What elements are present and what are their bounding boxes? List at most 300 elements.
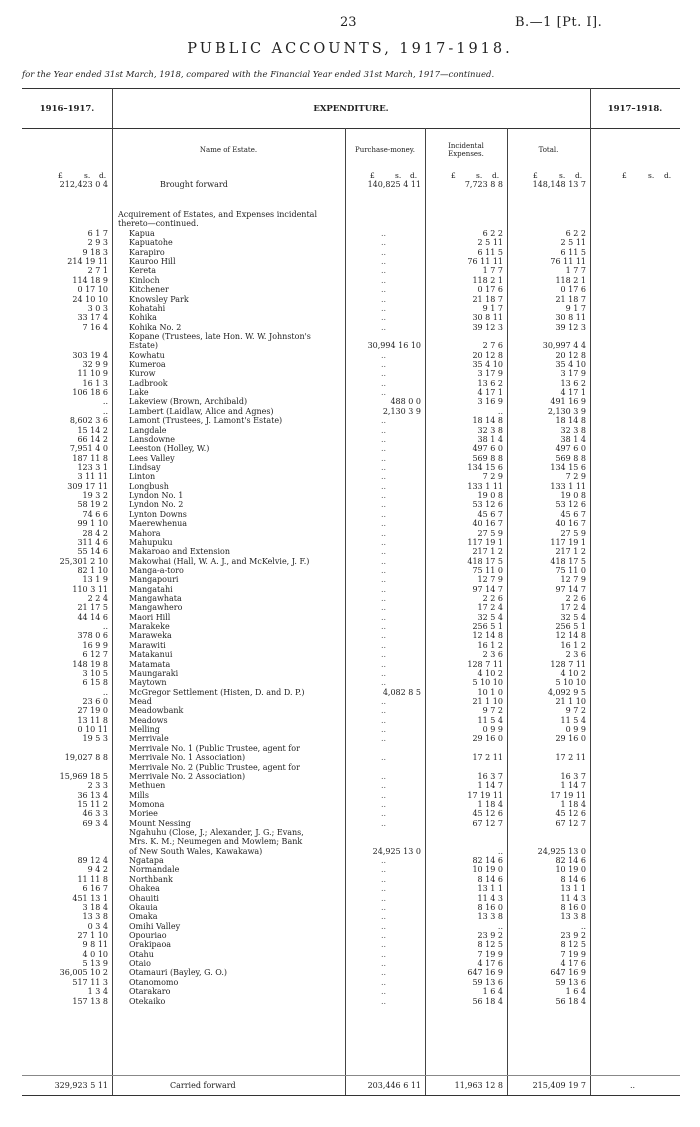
incidental-amount: 217 1 2 [472, 547, 503, 557]
prev-amount: 6 15 8 [82, 678, 108, 688]
prev-amount: 23 6 0 [82, 697, 108, 706]
incidental-amount: 16 1 2 [477, 640, 503, 650]
table-row [0, 313, 700, 322]
estate-name: Lyndon No. 2 [129, 500, 184, 510]
incidental-amount: 19 0 8 [477, 491, 503, 501]
incidental-amount: 0 17 6 [477, 285, 503, 295]
estate-name: Orakipaoa [129, 940, 172, 950]
total-amount: 59 13 6 [555, 977, 586, 987]
total-amount: 82 14 6 [555, 856, 586, 866]
table-row [0, 931, 700, 940]
leader-dots: .. [381, 294, 387, 304]
table-row [0, 529, 700, 538]
unit-pence: d. [664, 171, 672, 180]
table-row [0, 997, 700, 1006]
estate-name: Normandale [129, 865, 180, 875]
table-row [0, 706, 700, 715]
estate-name: Lindsay [129, 463, 161, 472]
prev-amount: 27 1 10 [77, 931, 108, 940]
table-row [0, 557, 700, 566]
table-row [0, 809, 700, 818]
table-top-rule [22, 88, 680, 89]
table-row [0, 304, 700, 313]
total-amount: .. [580, 921, 586, 931]
leader-dots: .. [381, 771, 387, 781]
estate-name: Ngatapa [129, 856, 164, 866]
incidental-amount: 6 11 5 [477, 247, 503, 257]
incidental-amount: .. [497, 921, 503, 931]
estate-name: Merrivale No. 2 (Public Trustee, agent for [129, 762, 300, 772]
unit-pence: d. [99, 171, 107, 180]
leader-dots: .. [381, 584, 387, 594]
table-row [0, 978, 700, 987]
leader-dots: .. [381, 350, 387, 360]
prev-amount: 329,923 5 11 [54, 1081, 108, 1090]
incidental-amount: 134 15 6 [467, 463, 503, 472]
page-title: PUBLIC ACCOUNTS, 1917-1918. [187, 41, 513, 57]
leader-dots: .. [381, 893, 387, 903]
prev-amount: .. [102, 406, 108, 416]
table-row [0, 716, 700, 725]
incidental-amount: 1 14 7 [477, 781, 503, 791]
estate-name: of New South Wales, Kawakawa) [129, 846, 263, 856]
table-row [0, 669, 700, 678]
estate-name: Ladbrook [129, 378, 168, 388]
prev-amount: 9 8 11 [82, 940, 108, 950]
prev-amount: 106 18 6 [72, 388, 108, 398]
estate-name: Lakeview (Brown, Archibald) [129, 397, 248, 407]
incidental-amount: 11,963 12 8 [454, 1081, 503, 1090]
purchase-amount: 203,446 6 11 [367, 1081, 421, 1090]
incidental-amount: 17 19 11 [467, 790, 503, 800]
incidental-amount: 497 6 0 [472, 444, 503, 454]
leader-dots: .. [381, 416, 387, 426]
estate-name: Lynton Downs [129, 509, 187, 519]
incidental-amount: 45 6 7 [477, 509, 503, 519]
prev-amount: 33 17 4 [77, 313, 108, 323]
total-amount: 27 5 9 [560, 528, 586, 538]
table-row [0, 940, 700, 949]
incidental-amount: 8 16 0 [477, 902, 503, 912]
leader-dots: .. [381, 790, 387, 800]
prev-amount: .. [102, 622, 108, 632]
prev-amount: 15,969 18 5 [59, 771, 108, 781]
incidental-amount: 76 11 11 [467, 257, 503, 267]
prev-amount: 1 3 4 [87, 987, 108, 997]
leader-dots: .. [381, 266, 387, 276]
estate-name: Merrivale No. 2 Association) [129, 771, 246, 781]
estate-name: Meadows [129, 715, 168, 725]
total-amount: 67 12 7 [555, 818, 586, 828]
prev-amount: .. [102, 687, 108, 697]
table-row [0, 407, 700, 416]
prev-amount: 24 10 10 [72, 294, 108, 304]
estate-name: Ngahuhu (Close, J.; Alexander, J. G.; Evans, [129, 828, 304, 838]
incidental-amount: 40 16 7 [472, 519, 503, 529]
leader-dots: .. [381, 247, 387, 257]
total-amount: 75 11 0 [555, 565, 586, 575]
estate-name: Otekaiko [129, 996, 166, 1006]
leader-dots: .. [381, 481, 387, 491]
purchase-amount: 140,825 4 11 [367, 180, 421, 189]
incidental-amount: 32 3 8 [477, 425, 503, 435]
leader-dots: .. [381, 463, 387, 472]
prev-amount: 123 3 1 [77, 463, 108, 472]
table-row [0, 547, 700, 556]
incidental-amount: 97 14 7 [472, 584, 503, 594]
table-row [0, 276, 700, 285]
incidental-amount: 29 16 0 [472, 734, 503, 744]
estate-name: Knowsley Park [129, 294, 189, 304]
incidental-amount: 2 5 11 [477, 238, 503, 248]
table-row [0, 566, 700, 575]
total-amount: 4,092 9 5 [547, 687, 586, 697]
leader-dots: .. [381, 444, 387, 454]
total-amount: 2 3 6 [565, 650, 586, 660]
total-amount: 30 8 11 [555, 313, 586, 323]
total-amount: 20 12 8 [555, 350, 586, 360]
incidental-amount: 16 3 7 [477, 771, 503, 781]
prev-amount: 66 14 2 [77, 434, 108, 444]
prev-amount: .. [102, 397, 108, 407]
table-row [0, 257, 700, 266]
prev-amount: 157 13 8 [72, 996, 108, 1006]
incidental-amount: 11 5 4 [477, 715, 503, 725]
estate-name: Ohauiti [129, 893, 159, 903]
incidental-amount: 27 5 9 [477, 528, 503, 538]
total-amount: 4 17 6 [560, 959, 586, 969]
table-row [0, 847, 700, 856]
estate-name: Moriee [129, 809, 158, 819]
total-amount: 39 12 3 [555, 322, 586, 332]
prev-amount: 451 13 1 [72, 893, 108, 903]
leader-dots: .. [381, 977, 387, 987]
table-row [0, 613, 700, 622]
incidental-amount: 1 18 4 [477, 799, 503, 809]
prev-amount: 15 11 2 [77, 799, 108, 809]
prev-amount: 378 0 6 [77, 631, 108, 641]
total-amount: 5 10 10 [555, 678, 586, 688]
total-amount: 1 7 7 [565, 266, 586, 276]
table-row [0, 238, 700, 247]
leader-dots: .. [381, 631, 387, 641]
incidental-amount: 38 1 4 [477, 434, 503, 444]
total-amount: 11 4 3 [560, 893, 586, 903]
total-amount: 148,148 13 7 [532, 180, 586, 189]
estate-name: Kereta [129, 266, 157, 276]
total-amount: 7 2 9 [565, 472, 586, 482]
incidental-amount: 418 17 5 [467, 556, 503, 566]
unit-shilling: s. [648, 171, 655, 180]
total-amount: 497 6 0 [555, 444, 586, 454]
prev-amount: 2 7 1 [87, 266, 108, 276]
leader-dots: .. [381, 874, 387, 884]
incidental-amount: 3 16 9 [477, 397, 503, 407]
total-amount: 128 7 11 [550, 659, 586, 669]
leader-dots: .. [381, 229, 387, 238]
incidental-amount: 256 5 1 [472, 622, 503, 632]
table-row [0, 865, 700, 874]
leader-dots: .. [381, 996, 387, 1006]
prev-amount: 36 13 4 [77, 790, 108, 800]
incidental-amount: 18 14 8 [472, 416, 503, 426]
unit-pound: £ [533, 171, 538, 180]
table-row [0, 266, 700, 275]
table-row [0, 837, 700, 846]
incidental-amount: 17 2 11 [472, 753, 503, 763]
total-amount: 40 16 7 [555, 519, 586, 529]
leader-dots: .. [381, 856, 387, 866]
leader-dots: .. [381, 388, 387, 398]
estate-name: Kohatahi [129, 303, 166, 313]
leader-dots: .. [381, 603, 387, 613]
leader-dots: .. [381, 622, 387, 632]
leader-dots: .. [381, 668, 387, 678]
incidental-amount: 4 17 6 [477, 959, 503, 969]
estate-name: Linton [129, 472, 156, 482]
incidental-amount: 1 7 7 [482, 266, 503, 276]
prev-amount: 16 1 3 [82, 378, 108, 388]
prev-amount: 25,301 2 10 [59, 556, 108, 566]
table-row [0, 482, 700, 491]
estate-name: Kohika No. 2 [129, 322, 182, 332]
incidental-amount: 21 18 7 [472, 294, 503, 304]
table-row [0, 894, 700, 903]
incidental-amount: 4 17 1 [477, 388, 503, 398]
incidental-amount: 67 12 7 [472, 818, 503, 828]
estate-name: Mangawhero [129, 603, 183, 613]
total-amount: 18 14 8 [555, 416, 586, 426]
prev-amount: 19,027 8 8 [64, 753, 108, 763]
prev-amount: 8,602 3 6 [69, 416, 108, 426]
prev-amount: 36,005 10 2 [59, 968, 108, 978]
estate-name: Maerewhenua [129, 519, 188, 529]
prev-amount: 58 19 2 [77, 500, 108, 510]
table-row [0, 285, 700, 294]
total-amount: 45 12 6 [555, 809, 586, 819]
purchase-amount: 4,082 8 5 [382, 687, 421, 697]
prev-amount: 2 2 4 [87, 594, 108, 604]
table-row [0, 819, 700, 828]
table-row [0, 688, 700, 697]
estate-name: Otamauri (Bayley, G. O.) [129, 968, 228, 978]
total-amount: 217 1 2 [555, 547, 586, 557]
table-row [0, 594, 700, 603]
table-row [0, 351, 700, 360]
leader-dots: .. [381, 472, 387, 482]
estate-name: Lansdowne [129, 434, 176, 444]
leader-dots: .. [381, 715, 387, 725]
prev-amount: 99 1 10 [77, 519, 108, 529]
total-amount: 8 12 5 [560, 940, 586, 950]
prev-amount: 82 1 10 [77, 565, 108, 575]
total-amount: 1 6 4 [565, 987, 586, 997]
leader-dots: .. [381, 725, 387, 735]
column-purchase-money: Purchase-money. [354, 146, 416, 154]
incidental-amount: 8 12 5 [477, 940, 503, 950]
estate-name: Mangapouri [129, 575, 179, 585]
leader-dots: .. [381, 931, 387, 940]
total-amount: 6 2 2 [565, 229, 586, 238]
leader-dots: .. [381, 640, 387, 650]
page-number: 23 [340, 15, 357, 30]
table-header-rule [22, 128, 680, 129]
total-amount: 3 17 9 [560, 369, 586, 379]
estate-name: Merrivale No. 1 Association) [129, 753, 246, 763]
incidental-amount: 59 13 6 [472, 977, 503, 987]
table-row [0, 491, 700, 500]
table-row [0, 641, 700, 650]
total-amount: 647 16 9 [550, 968, 586, 978]
total-amount: 9 7 2 [565, 706, 586, 716]
header-expenditure: EXPENDITURE. [313, 104, 389, 114]
estate-name: Kohika [129, 313, 157, 323]
carried-forward-row [0, 1081, 700, 1090]
header-1917-1918: 1917–1918. [607, 104, 663, 114]
total-amount: 2,130 3 9 [547, 406, 586, 416]
total-amount: 13 1 1 [560, 884, 586, 894]
table-row [0, 922, 700, 931]
prev-amount: 2 9 3 [87, 238, 108, 248]
leader-dots: .. [381, 753, 387, 763]
estate-name: Mangawhata [129, 594, 182, 604]
estate-name: Northbank [129, 874, 173, 884]
estate-name: Momona [129, 799, 165, 809]
incidental-amount: 2 7 6 [482, 341, 503, 351]
column-name-of-estate: Name of Estate. [199, 146, 258, 154]
estate-name: Kopane (Trustees, late Hon. W. W. Johnston's [129, 331, 311, 341]
page-subtitle: for the Year ended 31st March, 1918, compared with the Financial Year ended 31st March, 1917—continued. [22, 70, 495, 80]
incidental-amount: 45 12 6 [472, 809, 503, 819]
table-row [0, 575, 700, 584]
leader-dots: .. [381, 781, 387, 791]
leader-dots: .. [381, 285, 387, 295]
leader-dots: .. [381, 921, 387, 931]
estate-name: Matakanui [129, 650, 173, 660]
leader-dots: .. [381, 537, 387, 547]
incidental-amount: 2 3 6 [482, 650, 503, 660]
prev-amount: 3 18 4 [82, 902, 108, 912]
estate-name: Lambert (Laidlaw, Alice and Agnes) [129, 406, 274, 416]
estate-name: Maori Hill [129, 612, 171, 622]
incidental-amount: 20 12 8 [472, 350, 503, 360]
estate-name: Makaroao and Extension [129, 547, 231, 557]
table-row [0, 744, 700, 753]
table-row [0, 388, 700, 397]
incidental-amount: 5 10 10 [472, 678, 503, 688]
total-amount: 133 1 11 [550, 481, 586, 491]
section-heading: Acquirement of Estates, and Expenses incidental thereto—continued. [118, 210, 318, 228]
leader-dots: .. [381, 257, 387, 267]
prev-amount: 214 19 11 [67, 257, 108, 267]
prev-amount: 148 19 8 [72, 659, 108, 669]
leader-dots: .. [381, 528, 387, 538]
table-row [0, 725, 700, 734]
table-row [0, 678, 700, 687]
leader-dots: .. [381, 678, 387, 688]
estate-name: McGregor Settlement (Histen, D. and D. P.) [129, 687, 305, 697]
incidental-amount: 9 1 7 [482, 303, 503, 313]
total-amount: 11 5 4 [560, 715, 586, 725]
estate-name: Kapuatohe [129, 238, 173, 248]
estate-name: Marakeke [129, 622, 170, 632]
estate-name: Otanomomo [129, 977, 179, 987]
estate-name: Leeston (Holley, W.) [129, 444, 210, 454]
prev-amount: 7 16 4 [82, 322, 108, 332]
total-amount: 12 7 9 [560, 575, 586, 585]
prev-amount: 28 4 2 [82, 528, 108, 538]
purchase-amount: 24,925 13 0 [372, 846, 421, 856]
prev-amount: 0 3 4 [87, 921, 108, 931]
estate-name: Longbush [129, 481, 169, 491]
estate-name: Kapua [129, 229, 155, 238]
leader-dots: .. [381, 378, 387, 388]
leader-dots: .. [381, 650, 387, 660]
table-row [0, 987, 700, 996]
leader-dots: .. [381, 902, 387, 912]
prev-amount: 46 3 3 [82, 809, 108, 819]
estate-name: Otaio [129, 959, 151, 969]
table-row [0, 180, 700, 189]
incidental-amount: 32 5 4 [477, 612, 503, 622]
leader-dots: .. [381, 565, 387, 575]
estate-name: Lyndon No. 1 [129, 491, 184, 501]
incidental-amount: 39 12 3 [472, 322, 503, 332]
prev-amount: 517 11 3 [72, 977, 108, 987]
total-amount: 53 12 6 [555, 500, 586, 510]
leader-dots: .. [381, 706, 387, 716]
prev-amount: 187 11 8 [72, 453, 108, 463]
total-amount: 23 9 2 [560, 931, 586, 940]
leader-dots: .. [381, 818, 387, 828]
incidental-amount: 17 2 4 [477, 603, 503, 613]
table-row [0, 426, 700, 435]
prev-amount: 9 4 2 [87, 865, 108, 875]
incidental-amount: 9 7 2 [482, 706, 503, 716]
total-amount: 9 1 7 [565, 303, 586, 313]
leader-dots: .. [381, 987, 387, 997]
estate-name: Omaka [129, 912, 158, 922]
table-row [0, 791, 700, 800]
leader-dots: .. [381, 809, 387, 819]
leader-dots: .. [381, 912, 387, 922]
prev-amount: 303 19 4 [72, 350, 108, 360]
incidental-amount: 56 18 4 [472, 996, 503, 1006]
table-row [0, 697, 700, 706]
leader-dots: .. [381, 313, 387, 323]
estate-name: Lees Valley [129, 453, 175, 463]
total-amount: 1 18 4 [560, 799, 586, 809]
unit-shilling: s. [476, 171, 483, 180]
estate-name: Maytown [129, 678, 167, 688]
leader-dots: .. [381, 659, 387, 669]
table-row [0, 950, 700, 959]
incidental-amount: 75 11 0 [472, 565, 503, 575]
estate-name: Marawiti [129, 640, 166, 650]
total-amount: 13 6 2 [560, 378, 586, 388]
leader-dots: .. [381, 369, 387, 379]
incidental-amount: .. [497, 846, 503, 856]
estate-name: Merrivale [129, 734, 169, 744]
estate-name: Omihi Valley [129, 921, 181, 931]
estate-name: Lake [129, 388, 149, 398]
prev-amount: 16 9 9 [82, 640, 108, 650]
estate-name: Otahu [129, 949, 154, 959]
leader-dots: .. [381, 734, 387, 744]
prev-amount: 3 11 11 [77, 472, 108, 482]
total-amount: 118 2 1 [555, 275, 586, 285]
incidental-amount: 133 1 11 [467, 481, 503, 491]
